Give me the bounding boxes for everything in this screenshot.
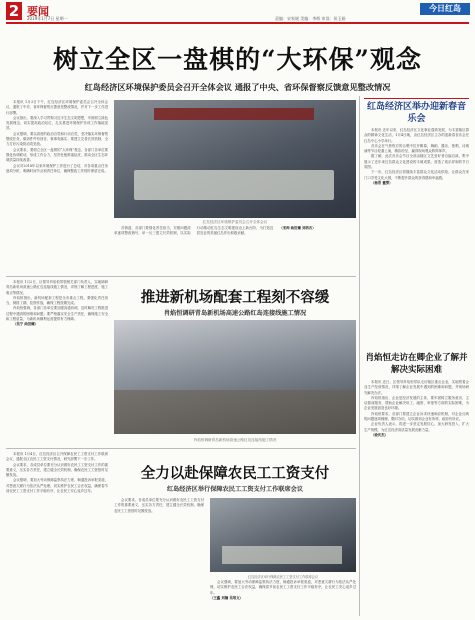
side1-body — [364, 128, 469, 340]
story2-para: 肖焰恒强调，各部门各单位要加强沟通协调，及时解决工程推进过程中遇到的困难和问题；要严格落实安全生产责任，确保施工安全和工程质量，为新机场顺利运营提供有力保障。 — [6, 306, 108, 322]
construction-site — [114, 390, 356, 434]
story2-rule — [6, 276, 356, 277]
story2-subheadline: 肖焰恒调研青岛新机场高速公路红岛连接线施工情况 — [163, 310, 307, 317]
lead-para: 会议要求，要树立全区一盘棋的“大环保”观念，各部门各单位要强化协调联动，形成工作合力，坚决杜绝推诿扯皮，推动全区生态环境质量持续改善。 — [6, 147, 108, 163]
side2-para: 企业负责人表示，将进一步坚定发展信心，加大研发投入，扩大生产规模，为红岛经济高质量发展贡献力量。 — [364, 422, 469, 432]
page-header — [0, 0, 475, 22]
side2-headline: 肖焰恒走访在卿企业了解并解决实际困难 — [365, 353, 468, 375]
story3-para: 会议强调，要加大劳动保障监察执法力度，畅通投诉举报渠道，对恶意欠薪行为依法从严处理，切实维护农民工合法权益，确保春节前农民工工资支付工作平稳有序，让农民工安心返乡过年。 — [210, 580, 356, 595]
side1-headline: 红岛经济区举办迎新春音乐会 — [366, 102, 466, 124]
meeting-banner — [154, 108, 314, 120]
side1-para: 本报讯 近年以来，红岛经济区文化事业蓬勃发展，为丰富辖区群众的精神文化生活，1月4日晚，由红岛经济区主办的迎新春音乐会在红岛中心小学举行。 — [364, 128, 469, 143]
story3-body-tail — [210, 580, 356, 614]
story3-para: 会议强调，要加大劳动保障监察执法力度，畅通投诉举报渠道，对恶意欠薪行为依法从严处理，切实维护农民工合法权益，确保春节前农民工工资支付工作平稳有序，让农民工安心返乡过年。 — [6, 478, 108, 494]
side2-para: 肖焰恒指出，企业是经济发展的主体，要牢固树立服务意识，主动靠前服务，帮助企业解决用工、融资、审批等方面的实际困难，为企业发展创造良好环境。 — [364, 395, 469, 411]
lead-para: 各街道、各部门要强化责任担当，对照问题清单逐项整改销号，举一反三建立长效机制，以实际行动推动红岛生态文明建设迈上新台阶，为打造宜居宜业的美丽红岛作出积极贡献。 — [114, 226, 274, 236]
story2-para: 肖焰恒指出，新机场配套工程是全市重点工程，要强化责任担当，倒排工期、挂图作战，确保工程按期完成。 — [6, 295, 108, 306]
story3-photo-caption: 红岛经济区举行保障农民工工资支付工作联席会议 — [247, 575, 319, 579]
lead-para: 会议指出，要深入学习贯彻习近平生态文明思想，牢固树立绿色发展理念，切实提高政治站位，扎实推进环境保护各项工作落地见效。 — [6, 115, 108, 131]
side2-para: 肖焰恒要求，各部门要建立企业诉求快速响应机制，对企业反映的问题逐项梳理、限时办结，切实做到企业有所呼、政府有所应。 — [364, 411, 469, 422]
story2-photo-caption: 肖焰恒调研青岛新机场高速公路红岛连接线施工情况 — [193, 438, 277, 442]
meeting-table — [134, 170, 334, 200]
side1-byline: （杨青 董霁） — [371, 180, 393, 185]
header-rule — [6, 22, 469, 24]
lead-subheadline: 红岛经济区环境保护委员会召开全体会议 通报了中央、省环保督察反馈意见整改情况 — [84, 82, 391, 92]
side1-para: 据了解，此次音乐会节目全部由辖区文艺爱好者自编自演，集中展示了近年来红岛群众文化建设的丰硕成果，营造了欢乐祥和的节日氛围。 — [364, 154, 469, 170]
column-divider — [359, 96, 360, 616]
story3-para: 会议要求，各成员单位要充分认识做好农民工工资支付工作的重要意义，压实各方责任，建立健全长效机制，确保农民工工资按时足额发放。 — [114, 498, 204, 513]
issue-date: 2019年1月7日 星期一 — [27, 16, 68, 21]
lead-para: 会议对2018年以来环境保护工作进行了总结，对各项重点任务逐项分析，明确时间节点和责任单位，确保整改工作按时保质完成。 — [6, 163, 108, 173]
lead-photo — [114, 100, 356, 218]
side1-para: 下一步，红岛经济区将继续丰富群众文化活动供给，让群众在家门口享受文化大餐，不断提升群众的获得感和幸福感。 — [364, 170, 469, 180]
story2-para: 本报讯 1月2日，区领导肖焰恒带领相关部门负责人，实地调研青岛新机场高速公路红岛连接线施工情况，详细了解工程进度、施工难点等情况。 — [6, 280, 108, 295]
side1-para: 音乐会在气势恢宏的合唱中拉开帷幕，舞蹈、器乐、独唱、诗朗诵等节目轮番上演，精彩纷呈，赢得现场观众阵阵掌声。 — [364, 143, 469, 154]
story3-rule — [6, 448, 356, 449]
story2-photo — [114, 320, 356, 434]
lead-headline: 树立全区一盘棋的“大环保”观念 — [53, 45, 422, 74]
story2-body — [6, 280, 108, 468]
page-number: 2 — [6, 2, 22, 20]
editor-credits: 责编：宋家媛 美编：李辉 审读：侯玉娟 — [275, 16, 346, 21]
side2-byline: （徐庆杰） — [371, 432, 388, 437]
lead-para: 本报讯 1月3日下午，红岛经济区环境保护委员会召开全体会议，通报了中央、省环保督察反馈意见整改情况，并对下一步工作进行部署。 — [6, 100, 108, 115]
side2-para: 本报讯 近日，区领导肖焰恒带队走访辖区重点企业，实地察看企业生产经营情况，详细了解企业发展中遇到的困难和问题，并现场研究解决办法。 — [364, 380, 469, 395]
story3-para: 本报讯 1月4日，红岛经济区召开保障农民工工资支付工作联席会议，通报全区农民工工资支付情况，研究部署下一步工作。 — [6, 452, 108, 462]
lead-body — [6, 100, 108, 270]
story3-photo — [210, 498, 356, 572]
section-name: 要闻 — [27, 5, 49, 18]
side1-rule — [364, 98, 469, 99]
lead-body-continued — [114, 226, 356, 270]
brand-logo: 今日红岛 — [420, 3, 470, 15]
lead-photo-caption: 红岛经济区环境保护委员会召开全体会议 — [202, 220, 268, 224]
story2-byline: （吴宁 曲世臻） — [13, 322, 38, 327]
story2-headline: 推进新机场配套工程刻不容缓 — [140, 289, 330, 306]
lead-para: 会议强调，要以高度的政治自觉和行动自觉，坚决落实环保督察整改任务，做到件件有回音、事事有落实；要建立完善长效机制，全力打好污染防治攻坚战。 — [6, 131, 108, 147]
story3-subheadline: 红岛经济区举行保障农民工工资支付工作联席会议 — [166, 486, 304, 493]
meeting-table — [222, 546, 342, 564]
story3-para: 会议要求，各成员单位要充分认识做好农民工工资支付工作的重要意义，压实各方责任，建立健全长效机制，确保农民工工资按时足额发放。 — [6, 462, 108, 478]
side2-body — [364, 380, 469, 614]
story3-byline: （王鑫 刘楠 吴培文） — [210, 595, 243, 600]
story3-body — [6, 452, 108, 616]
story3-body-continued — [114, 498, 204, 614]
story3-headline: 全力以赴保障农民工工资支付 — [140, 465, 330, 482]
lead-byline: （宋帅 曲世臻 刘培吉） — [279, 226, 316, 230]
